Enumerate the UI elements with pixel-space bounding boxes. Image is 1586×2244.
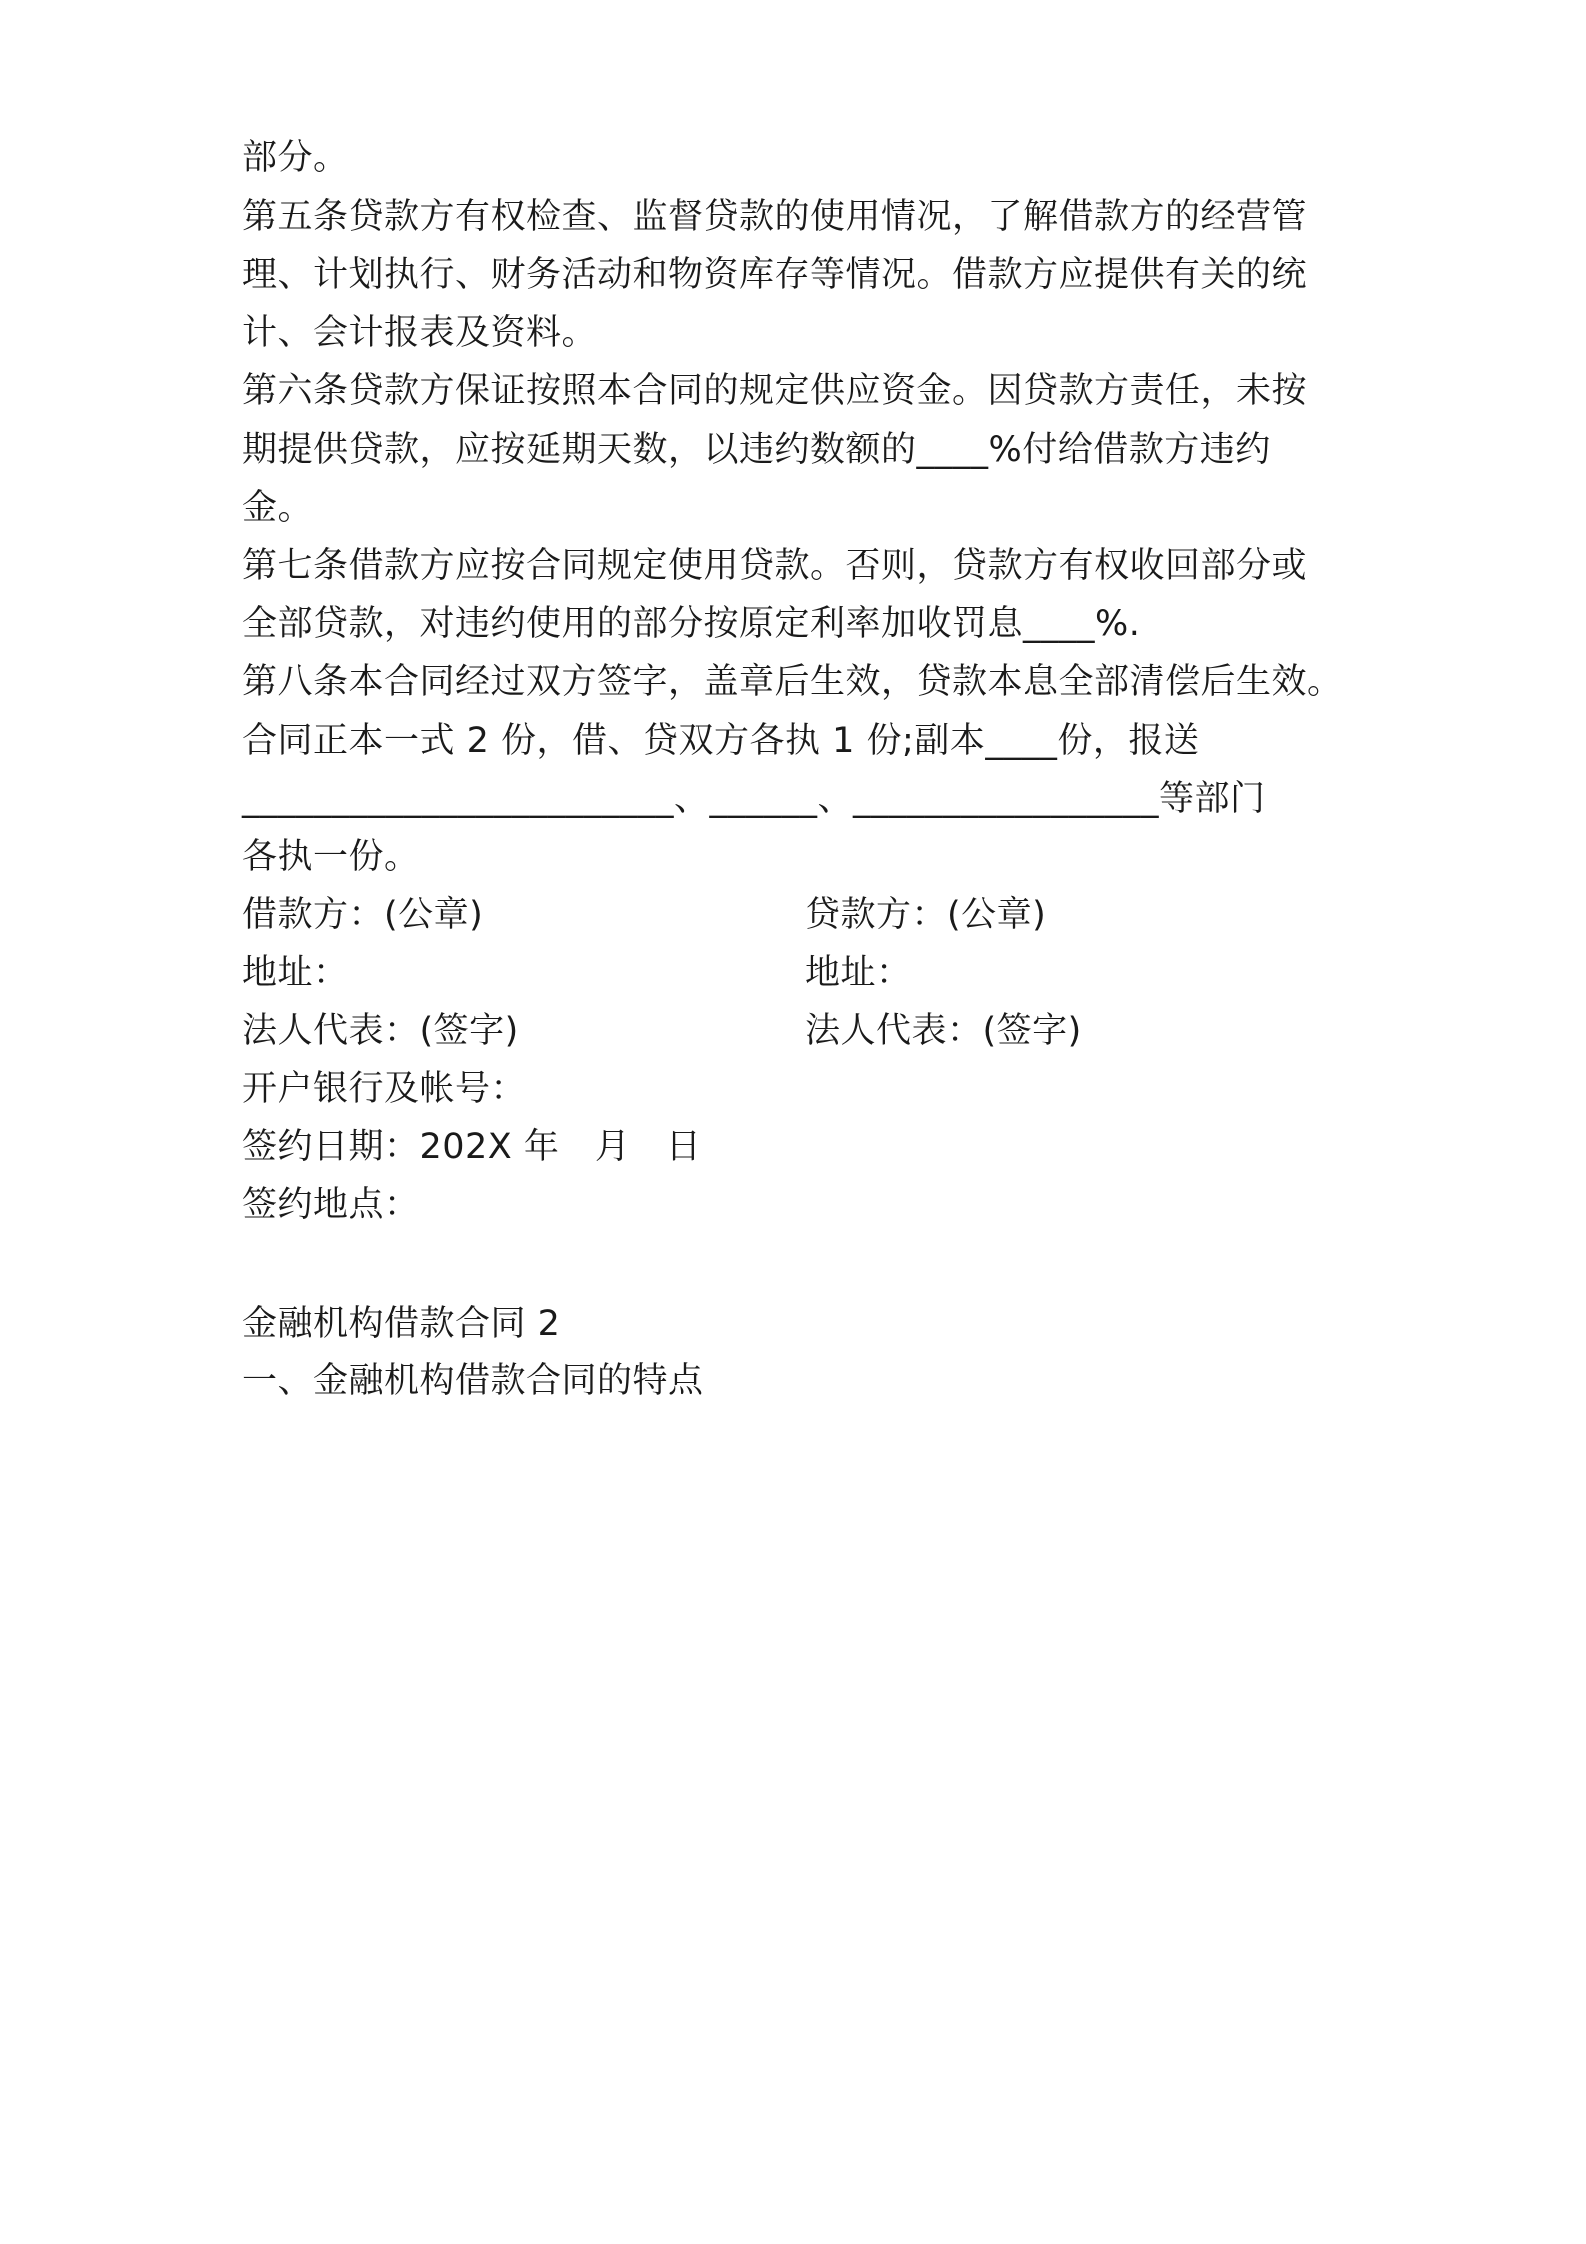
article-8-line-3: ________________________、______、_________________等部门 (242, 779, 1266, 819)
article-7-line-1: 第七条借款方应按合同规定使用贷款。否则，贷款方有权收回部分或 (242, 546, 1308, 586)
lender-address: 地址： (805, 953, 912, 993)
article-8-line-2: 合同正本一式 2 份，借、贷双方各执 1 份;副本____份，报送 (242, 721, 1200, 761)
article-5-line-1: 第五条贷款方有权检查、监督贷款的使用情况，了解借款方的经营管 (242, 197, 1308, 237)
lender-representative: 法人代表：(签字) (805, 1011, 1082, 1051)
article-8-line-1: 第八条本合同经过双方签字，盖章后生效，贷款本息全部清偿后生效。 (242, 662, 1343, 702)
lender-seal: 贷款方：(公章) (805, 895, 1047, 935)
sign-date: 签约日期：202X 年 月 日 (242, 1127, 702, 1167)
section-title: 金融机构借款合同 2 (242, 1304, 561, 1344)
borrower-address: 地址： (242, 953, 349, 993)
article-6-line-3: 金。 (242, 488, 314, 528)
borrower-representative: 法人代表：(签字) (242, 1011, 519, 1051)
section-heading: 一、金融机构借款合同的特点 (242, 1361, 704, 1401)
bank-account: 开户银行及帐号： (242, 1069, 527, 1109)
article-7-line-2: 全部贷款，对违约使用的部分按原定利率加收罚息____%. (242, 604, 1141, 644)
text-line: 部分。 (242, 138, 349, 178)
article-6-line-1: 第六条贷款方保证按照本合同的规定供应资金。因贷款方责任，未按 (242, 371, 1308, 411)
article-6-line-2: 期提供贷款，应按延期天数，以违约数额的____%付给借款方违约 (242, 430, 1271, 470)
borrower-seal: 借款方：(公章) (242, 895, 484, 935)
article-8-line-4: 各执一份。 (242, 837, 420, 877)
sign-place: 签约地点： (242, 1185, 420, 1225)
article-5-line-3: 计、会计报表及资料。 (242, 313, 598, 353)
article-5-line-2: 理、计划执行、财务活动和物资库存等情况。借款方应提供有关的统 (242, 255, 1308, 295)
